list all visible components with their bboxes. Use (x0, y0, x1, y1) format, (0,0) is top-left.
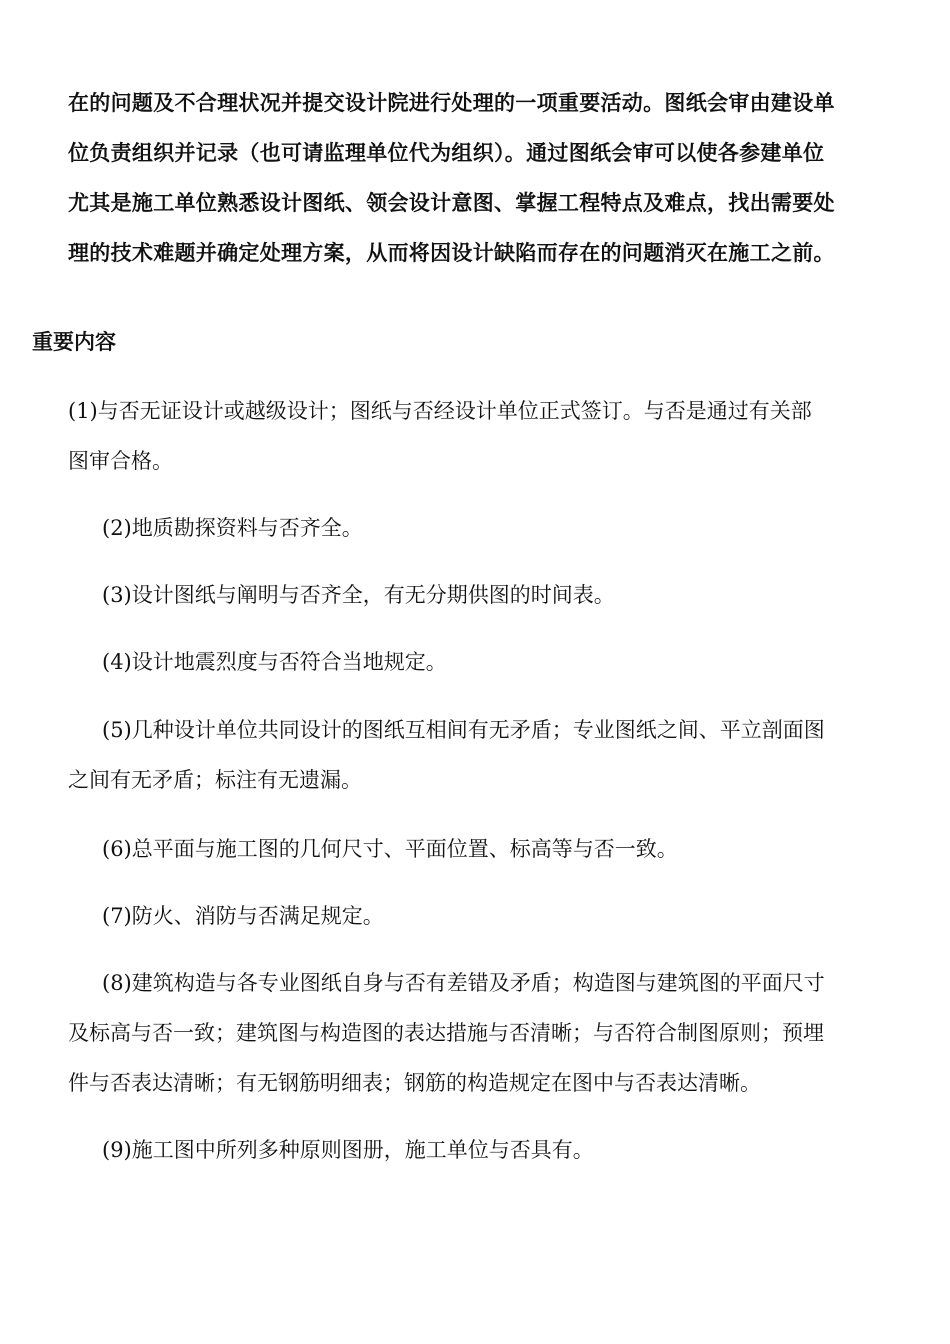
intro-line: 尤其是施工单位熟悉设计图纸、领会设计意图、掌握工程特点及难点，找出需要处 (68, 190, 835, 215)
list-item-6 (102, 824, 678, 874)
item-line: (1)与否无证设计或越级设计；图纸与否经设计单位正式签订。与否是通过有关部 (68, 399, 812, 423)
list-item-7 (102, 891, 384, 941)
item-line: 之间有无矛盾；标注有无遗漏。 (68, 768, 362, 792)
item-line: (6)总平面与施工图的几何尺寸、平面位置、标高等与否一致。 (102, 837, 678, 861)
list-item-5 (68, 705, 825, 805)
intro-paragraph (68, 78, 898, 278)
item-line: 件与否表达清晰；有无钢筋明细表；钢筋的构造规定在图中与否表达清晰。 (68, 1071, 761, 1095)
item-line: (8)建筑构造与各专业图纸自身与否有差错及矛盾；构造图与建筑图的平面尺寸 (102, 971, 825, 995)
list-item-1 (68, 386, 812, 486)
item-line: (5)几种设计单位共同设计的图纸互相间有无矛盾；专业图纸之间、平立剖面图 (102, 718, 825, 742)
item-line: (7)防火、消防与否满足规定。 (102, 904, 384, 928)
list-item-2 (102, 503, 363, 553)
item-line: (3)设计图纸与阐明与否齐全，有无分期供图的时间表。 (102, 583, 615, 607)
intro-line: 理的技术难题并确定处理方案，从而将因设计缺陷而存在的问题消灭在施工之前。 (68, 240, 835, 265)
intro-line: 位负责组织并记录（也可请监理单位代为组织）。通过图纸会审可以使各参建单位 (68, 140, 825, 165)
item-line: 图审合格。 (68, 449, 173, 473)
intro-line: 在的问题及不合理状况并提交设计院进行处理的一项重要活动。图纸会审由建设单 (68, 90, 835, 115)
item-line: (4)设计地震烈度与否符合当地规定。 (102, 650, 447, 674)
item-line: (2)地质勘探资料与否齐全。 (102, 516, 363, 540)
list-item-8 (68, 958, 825, 1108)
item-line: 及标高与否一致；建筑图与构造图的表达措施与否清晰；与否符合制图原则；预埋 (68, 1021, 824, 1045)
list-item-3 (102, 570, 615, 620)
section-heading: 重要内容 (32, 329, 116, 354)
item-line: (9)施工图中所列多种原则图册，施工单位与否具有。 (102, 1138, 594, 1162)
list-item-4 (102, 637, 447, 687)
list-item-9 (102, 1125, 594, 1175)
